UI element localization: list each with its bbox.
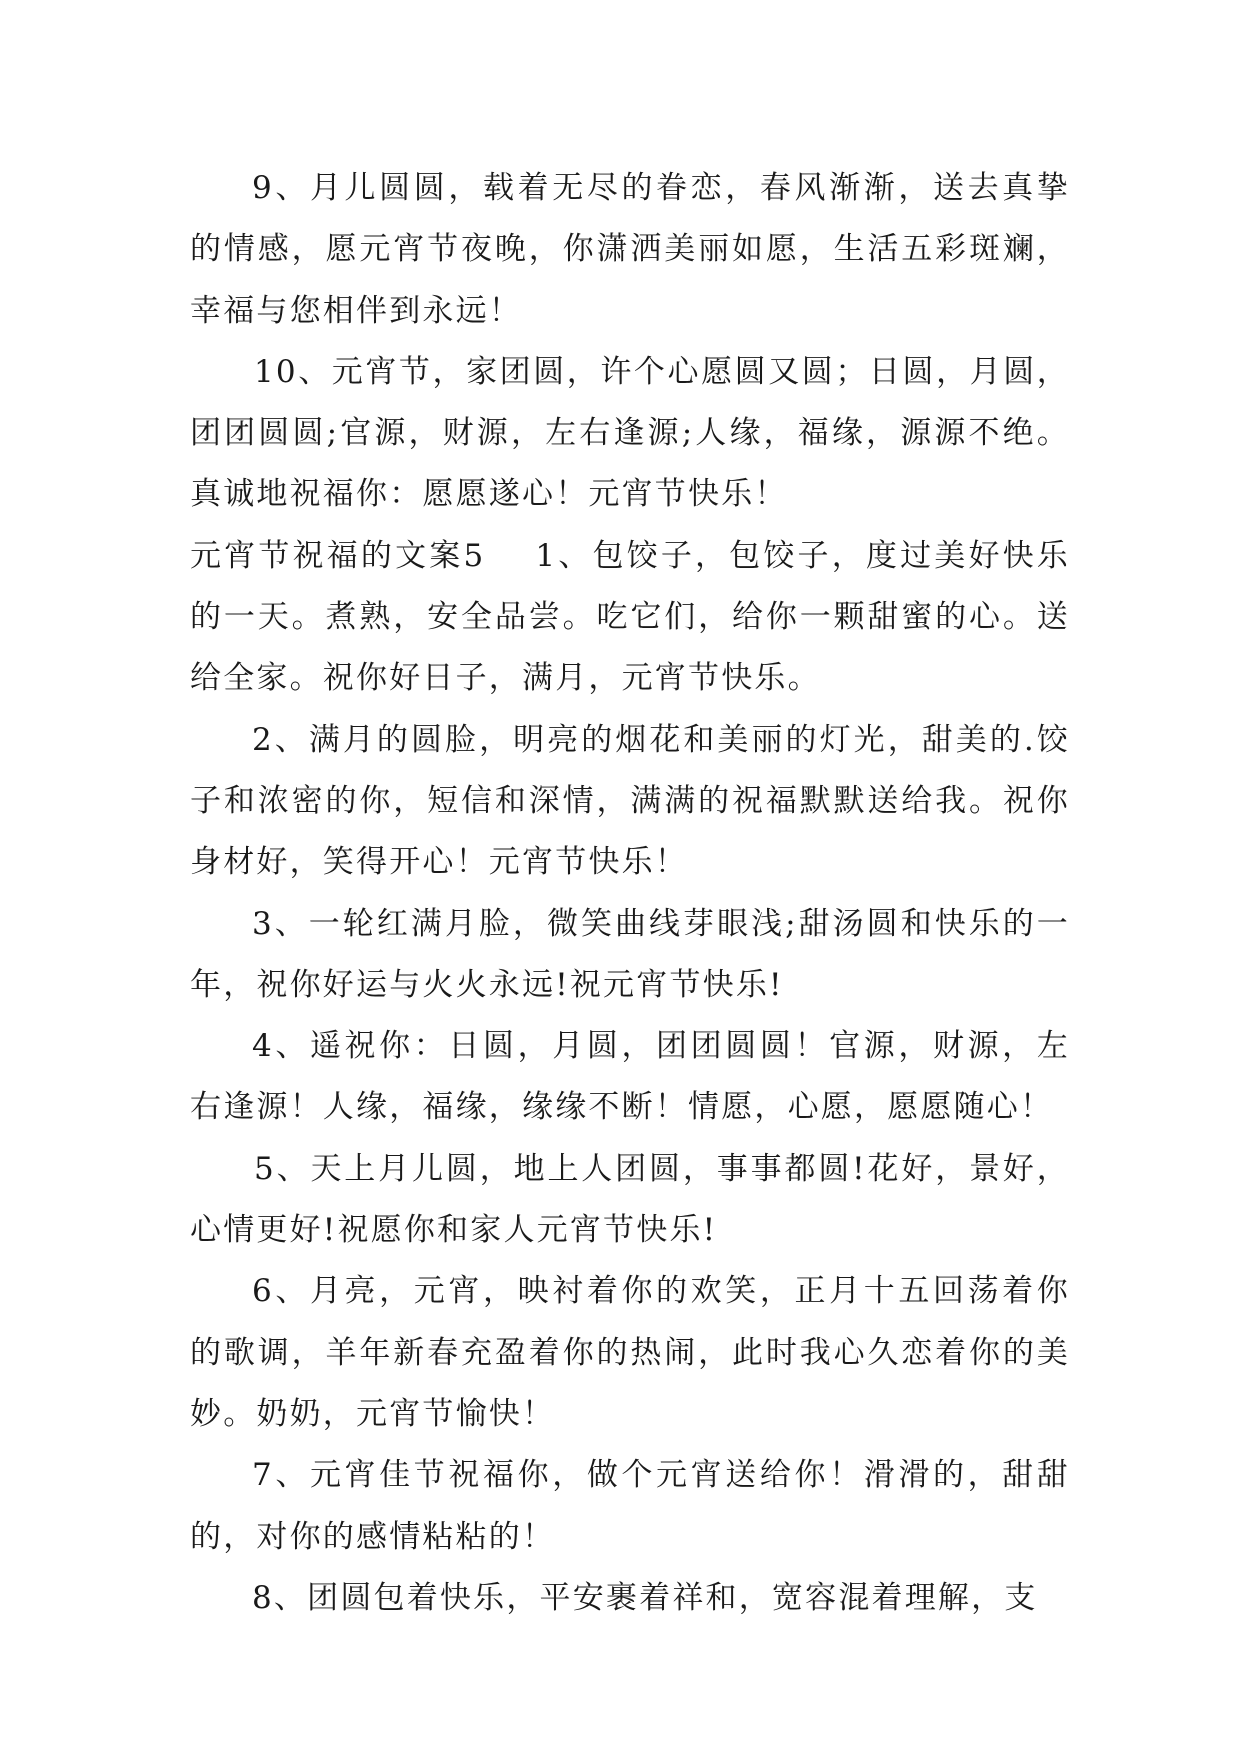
paragraph-item-1: 1、包饺子，包饺子，度过美好快乐的一天。煮熟，安全品尝。吃它们，给你一颗甜蜜的心。送给全家。祝你好日子，满月，元宵节快乐。 — [190, 537, 1071, 697]
paragraph-item-3: 3、一轮红满月脸，微笑曲线芽眼浅;甜汤圆和快乐的一年，祝你好运与火火永远!祝元宵节快乐! — [190, 905, 1070, 1003]
paragraph-item-9: 9、月儿圆圆，载着无尽的眷恋，春风渐渐，送去真挚的情感，愿元宵节夜晚，你潇洒美丽如愿，生活五彩斑斓，幸福与您相伴到永远！ — [190, 170, 1070, 329]
section-heading: 元宵节祝福的文案5 — [190, 537, 486, 574]
document-body — [190, 158, 1070, 1629]
paragraph-item-7: 7、元宵佳节祝福你，做个元宵送给你！滑滑的，甜甜的，对你的感情粘粘的！ — [190, 1457, 1070, 1555]
paragraph-item-6: 6、月亮，元宵，映衬着你的欢笑，正月十五回荡着你的歌调，羊年新春充盈着你的热闹，此时我心久恋着你的美妙。奶奶，元宵节愉快！ — [190, 1273, 1070, 1432]
paragraph-item-5: 5、天上月儿圆，地上人团圆，事事都圆!花好，景好，心情更好!祝愿你和家人元宵节快乐! — [190, 1150, 1070, 1249]
paragraph-item-4: 4、遥祝你：日圆，月圆，团团圆圆！官源，财源，左右逢源！人缘，福缘，缘缘不断！情愿，心愿，愿愿随心！ — [190, 1028, 1070, 1126]
paragraph-item-10: 10、元宵节，家团圆，许个心愿圆又圆；日圆，月圆，团团圆圆;官源，财源，左右逢源;人缘，福缘，源源不绝。真诚地祝福你：愿愿遂心！元宵节快乐！ — [190, 353, 1070, 513]
paragraph-item-2: 2、满月的圆脸，明亮的烟花和美丽的灯光，甜美的.饺子和浓密的你，短信和深情，满满的祝福默默送给我。祝你身材好，笑得开心！元宵节快乐！ — [190, 721, 1070, 881]
section-heading-paragraph — [190, 526, 1070, 710]
paragraph-item-8: 8、团圆包着快乐，平安裹着祥和，宽容混着理解，支 — [252, 1579, 1038, 1616]
